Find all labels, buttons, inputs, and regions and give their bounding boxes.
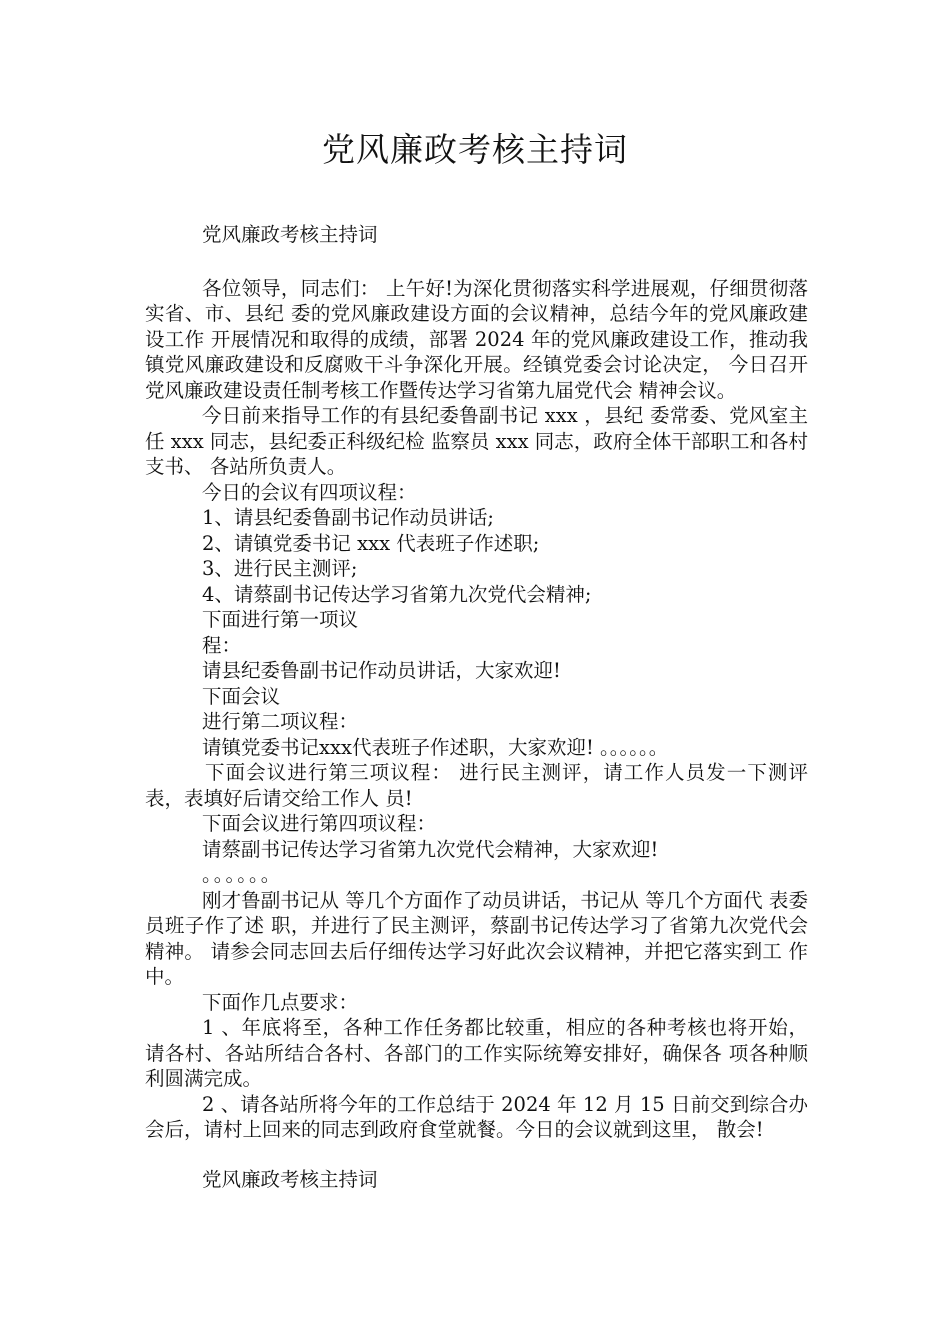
- item2-line-c: 请镇党委书记xxx代表班子作述职，大家欢迎! 。。。。。。: [202, 735, 669, 759]
- agenda-item-4: 4、请蔡副书记传达学习省第九次党代会精神;: [202, 582, 592, 606]
- requirement-1: 1 、年底将至，各种工作任务都比较重，相应的各种考核也将开始， 请各村、各站所结合各村、各部门的工作实际统筹安排好，确保各 项各种顺利圆满完成。: [145, 1016, 808, 1090]
- item1-line-b: 程：: [202, 633, 242, 657]
- paragraph-greeting: 各位领导，同志们： 上午好!为深化贯彻落实科学进展观，仔细贯彻落实省、市、县纪 委的党风廉政建设方面的会议精神，总结今年的党风廉政建设工作 开展情况和取得的成绩，部署 2024 年的党风廉政建设工作，推动我 镇党风廉政建设和反腐败干斗争深化开展。经镇党委会讨论决定， 今日召开党风廉政建设责任制考核工作暨传达学习省第九届党代会 精神会议。: [145, 276, 808, 402]
- footer-heading: 党风廉政考核主持词: [202, 1167, 378, 1191]
- agenda-item-2: 2、请镇党委书记 xxx 代表班子作述职;: [202, 531, 540, 555]
- agenda-item-3: 3、进行民主测评;: [202, 557, 358, 580]
- item4-line-a: 下面会议进行第四项议程：: [202, 812, 437, 835]
- requirement-2: 2 、请各站所将今年的工作总结于 2024 年 12 月 15 日前交到综合办 会后，请村上回来的同志到政府食堂就餐。今日的会议就到这里， 散会!: [145, 1092, 808, 1141]
- item1-line-a: 下面进行第一项议: [202, 608, 359, 631]
- item4-line-b: 请蔡副书记传达学习省第九次党代会精神，大家欢迎!: [202, 837, 659, 861]
- item2-line-b: 进行第二项议程：: [202, 710, 359, 733]
- agenda-item-1: 1、请县纪委鲁副书记作动员讲话;: [202, 506, 494, 529]
- item2-line-a: 下面会议: [202, 684, 281, 708]
- paragraph-agenda-intro: 今日的会议有四项议程：: [202, 480, 417, 504]
- item3-paragraph: 下面会议进行第三项议程： 进行民主测评，请工作人员发一下测评表，表填好后请交给工作人 员!: [145, 761, 808, 810]
- paragraph-requirements-intro: 下面作几点要求：: [202, 990, 359, 1014]
- document-title: 党风廉政考核主持词: [322, 130, 628, 169]
- paragraph-attendees: 今日前来指导工作的有县纪委鲁副书记 xxx ，县纪 委常委、党风室主任 xxx 同志，县纪委正科级纪检 监察员 xxx 同志，政府全体干部职工和各村支书、 各站所负责人。: [145, 404, 808, 478]
- document-body: [145, 222, 808, 1192]
- subtitle: 党风廉政考核主持词: [202, 223, 378, 246]
- item1-line-c: 请县纪委鲁副书记作动员讲话，大家欢迎!: [202, 659, 561, 682]
- paragraph-summary: 刚才鲁副书记从 等几个方面作了动员讲话，书记从 等几个方面代 表委员班子作了述 职，并进行了民主测评，蔡副书记传达学习了省第九次党代会精神。 请参会同志回去后仔细传达学习好此次会议精神，并把它落实到工 作中。: [145, 888, 808, 988]
- item4-line-c: 。。。。。。: [202, 863, 283, 886]
